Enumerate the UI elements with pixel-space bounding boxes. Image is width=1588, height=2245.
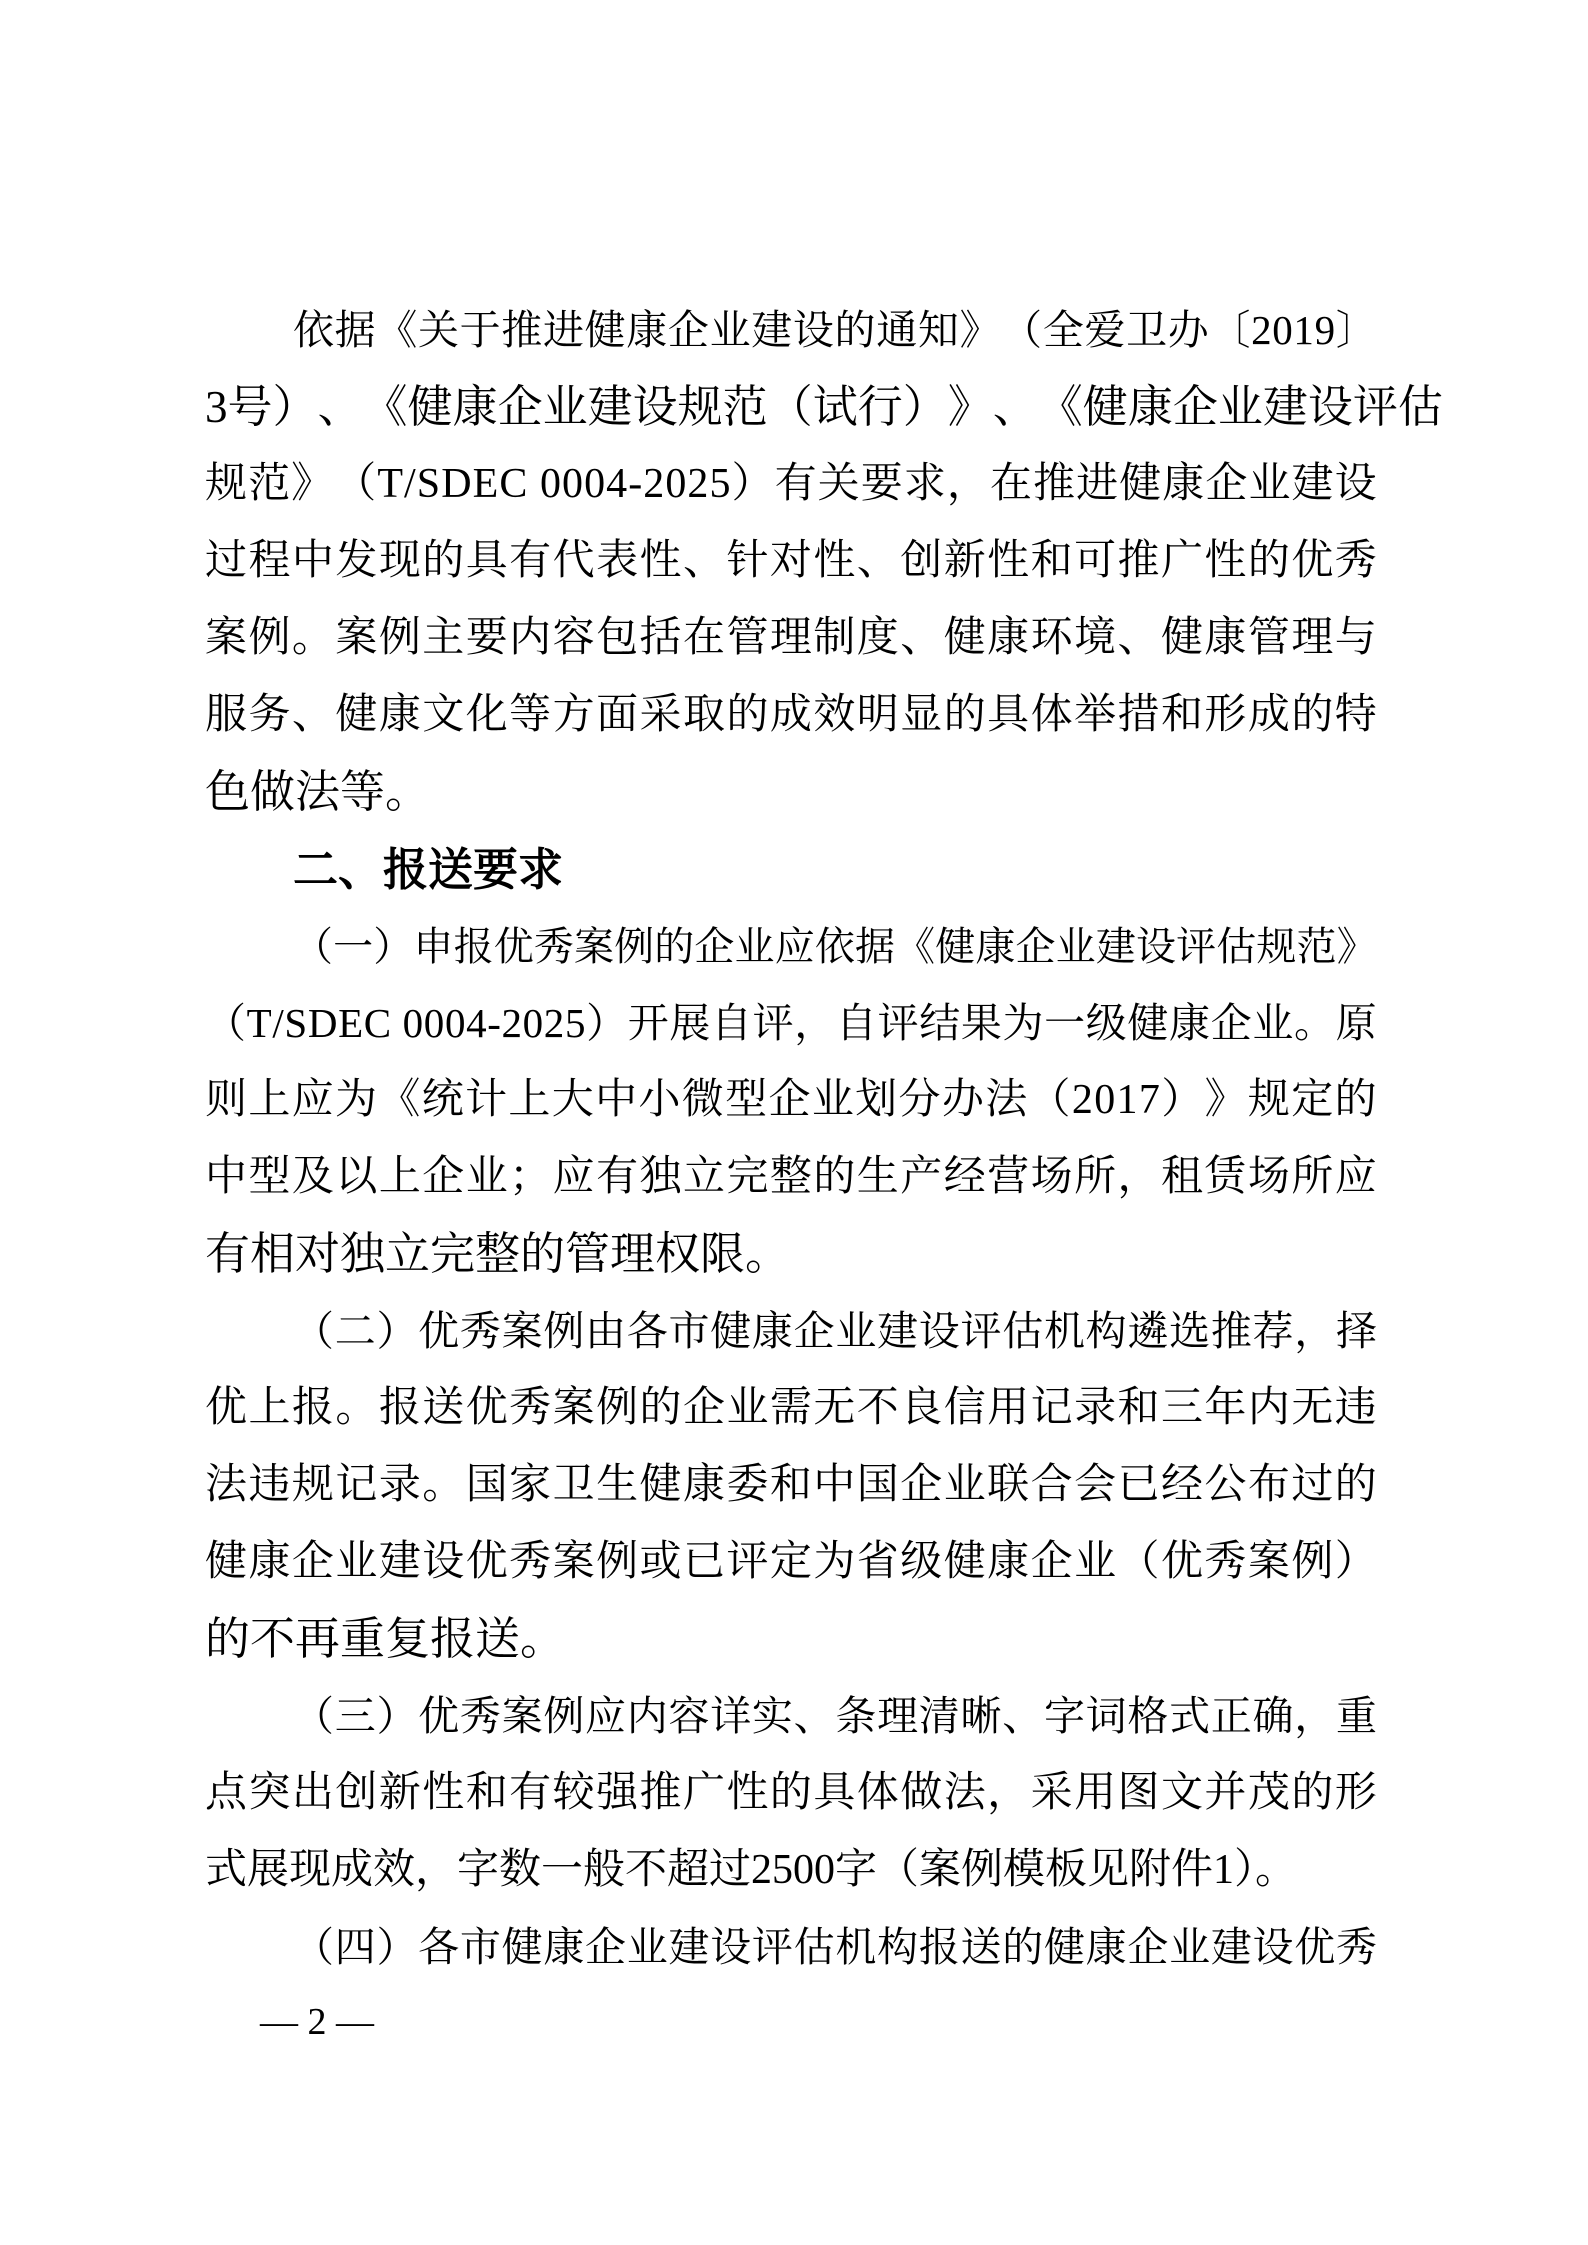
text-line: 服 务 、 健 康 文 化 等 方 面 采 取 的 成 效 明 显 的 具 体 举 措 和 形 成 的 特 [205,692,1377,738]
text-line: 的不再重复报送。 [205,1614,566,1664]
text-line: 依 据 《 关 于 推 进 健 康 企 业 建 设 的 通 知 》 （ 全 爱 卫 办 〔 2 0 1 9 〕 [293,307,1377,353]
body-text [205,292,1443,1986]
text-line: 健 康 企 业 建 设 优 秀 案 例 或 已 评 定 为 省 级 健 康 企 业 （ 优 秀 案 例 ） [205,1539,1377,1585]
text-line: （ 四 ） 各 市 健 康 企 业 建 设 评 估 机 构 报 送 的 健 康 企 业 建 设 优 秀 [293,1924,1377,1970]
text-line: 优 上 报 。 报 送 优 秀 案 例 的 企 业 需 无 不 良 信 用 记 录 和 三 年 内 无 违 [205,1385,1377,1431]
text-line: 有相对独立完整的管理权限。 [205,1229,791,1279]
text-line: （ T / S D E C 0 0 0 4 - 2 0 2 5 ） 开 展 自 评 ， 自 评 结 果 为 一 级 健 康 企 业 。 原 [205,1000,1377,1046]
text-line: 法 违 规 记 录 。 国 家 卫 生 健 康 委 和 中 国 企 业 联 合 会 已 经 公 布 过 的 [205,1462,1377,1508]
text-line: （ 二 ） 优 秀 案 例 由 各 市 健 康 企 业 建 设 评 估 机 构 遴 选 推 荐 ， 择 [293,1308,1377,1354]
text-line: 规 范 》 （ T / S D E C 0 0 0 4 - 2 0 2 5 ） 有 关 要 求 ， 在 推 进 健 康 企 业 建 设 [205,461,1377,507]
text-line: 点 突 出 创 新 性 和 有 较 强 推 广 性 的 具 体 做 法 ， 采 用 图 文 并 茂 的 形 [205,1770,1377,1816]
text-line: 3 号 ） 、 《 健 康 企 业 建 设 规 范 （ 试 行 ） 》 、 《 健 康 企 业 建 设 评 估 [205,382,1443,432]
text-line: （ 一 ） 申 报 优 秀 案 例 的 企 业 应 依 据 《 健 康 企 业 建 设 评 估 规 范 》 [293,924,1377,969]
text-line: 则 上 应 为 《 统 计 上 大 中 小 微 型 企 业 划 分 办 法 （ 2 0 1 7 ） 》 规 定 的 [205,1077,1377,1123]
section-heading: 二、报送要求 [293,844,564,895]
text-line: （ 三 ） 优 秀 案 例 应 内 容 详 实 、 条 理 清 晰 、 字 词 格 式 正 确 ， 重 [293,1693,1377,1739]
page-number: — 2 — [260,2001,374,2043]
text-line: 中 型 及 以 上 企 业 ； 应 有 独 立 完 整 的 生 产 经 营 场 所 ， 租 赁 场 所 应 [205,1154,1377,1200]
text-line: 式展现成效，字数一般不超过2500字（案例模板见附件1）。 [205,1847,1298,1893]
text-line: 过 程 中 发 现 的 具 有 代 表 性 、 针 对 性 、 创 新 性 和 可 推 广 性 的 优 秀 [205,538,1377,584]
text-line: 色做法等。 [205,767,431,817]
text-line: 案 例 。 案 例 主 要 内 容 包 括 在 管 理 制 度 、 健 康 环 境 、 健 康 管 理 与 [205,615,1377,661]
